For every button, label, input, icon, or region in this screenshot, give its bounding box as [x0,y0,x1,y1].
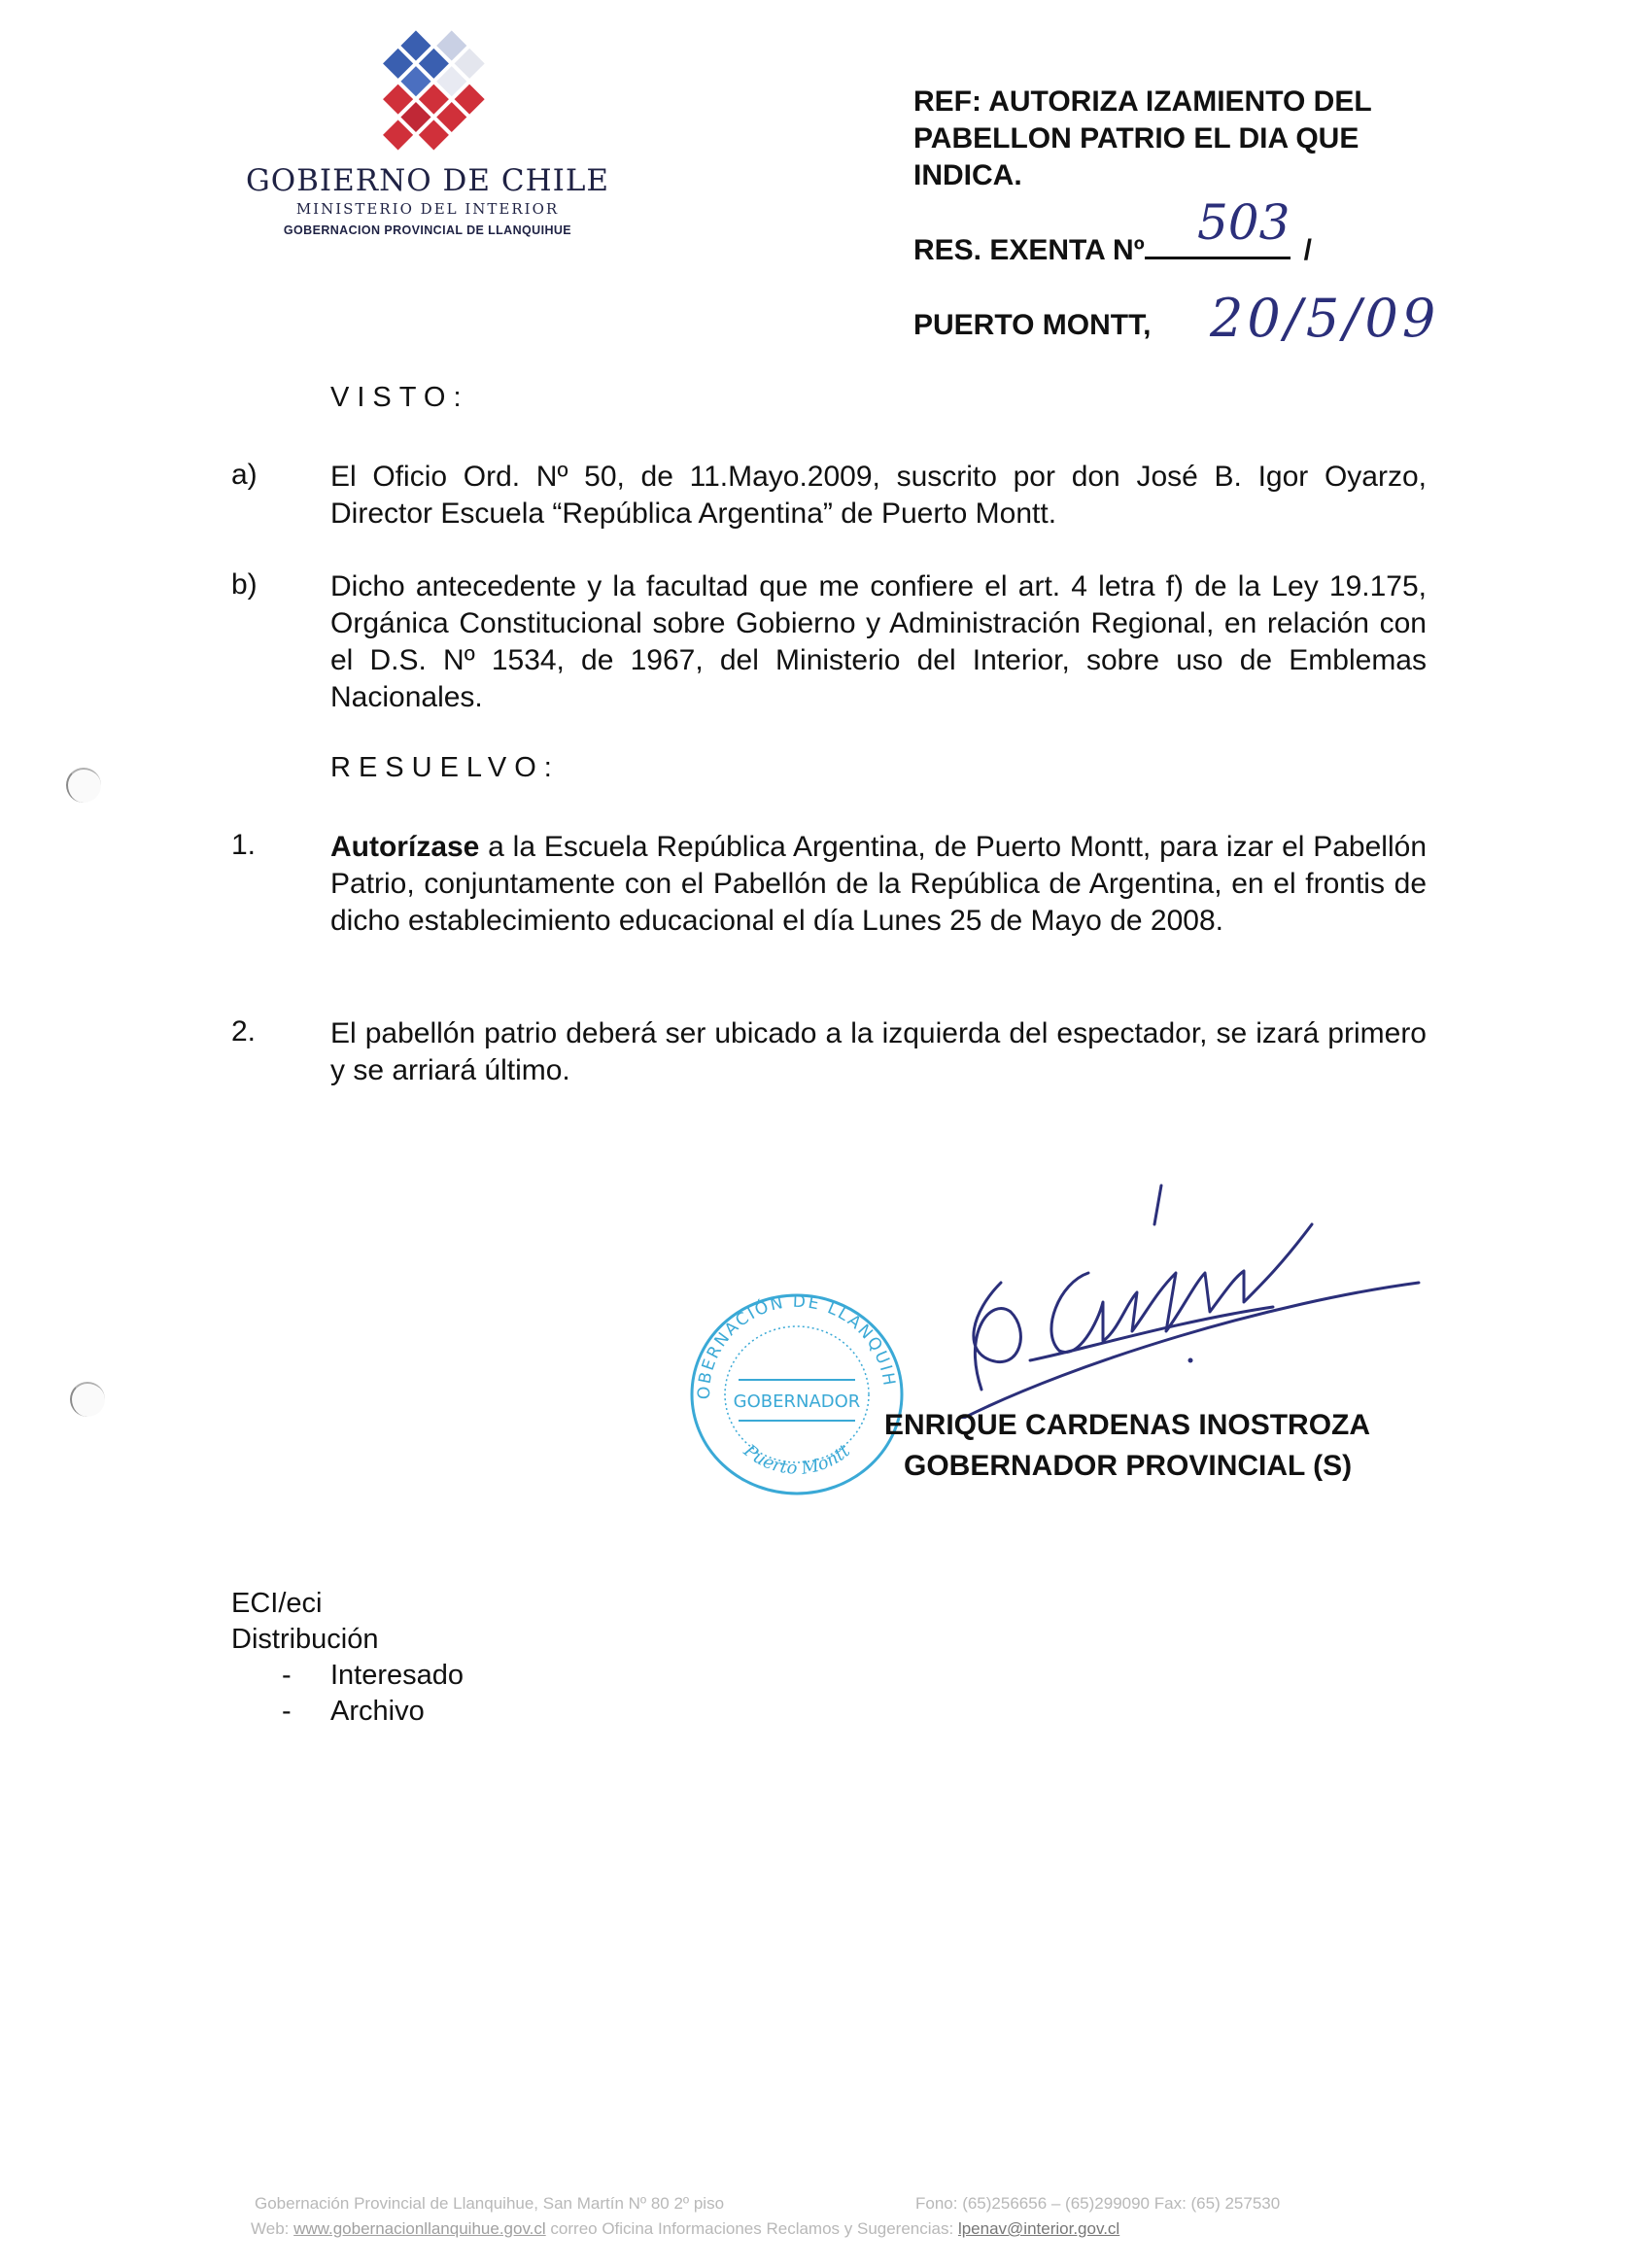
visto-item-b: Dicho antecedente y la facultad que me confiere el art. 4 letra f) de la Ley 19.175, Orgánica Constitucional sobre Gobierno y Administración Regional, en relación con el D.S. Nº 1534, de 1967, del Ministerio del Interior, sobre uso de Emblemas Nacionales. [330,570,1427,713]
signature-scribble-icon [933,1166,1438,1419]
footer-phones: Fono: (65)256656 – (65)299090 Fax: (65) 257530 [915,2194,1281,2213]
visto-heading: VISTO: [330,382,469,413]
signature [933,1166,1438,1419]
resuelvo-item-1 [330,829,1427,940]
punch-hole-bottom [70,1382,105,1417]
org-name: GOBIERNO DE CHILE [245,163,610,198]
flag-diamond-icon [335,19,520,175]
visto-marker-a: a) [231,459,258,491]
resuelvo-item-2 [330,1015,1427,1089]
res-number-handwritten: 503 [1197,194,1291,251]
resuelvo-marker-2: 2. [231,1015,257,1048]
distribution-block [231,1586,464,1730]
footer-web-link[interactable]: www.gobernacionllanquihue.gov.cl [293,2219,546,2238]
distribution-item-label: Archivo [330,1696,425,1727]
resuelvo-item-1-lead: Autorízase [330,831,480,863]
date-handwritten: 20/5/09 [1210,288,1440,349]
province-office: GOBERNACION PROVINCIAL DE LLANQUIHUE [283,223,572,237]
stamp-seal-icon [680,1283,913,1506]
distribution-item: - Interesado [282,1660,465,1691]
footer-email-link[interactable]: lpenav@interior.gov.cl [957,2219,1120,2238]
distribution-item: - Archivo [282,1696,425,1727]
footer-web-label: Web: [251,2219,290,2238]
res-suffix: / [1303,234,1312,266]
res-label: RES. EXENTA Nº [913,234,1145,266]
stamp-ring-text: OBERNACIÓN DE LLANQUIH [694,1291,899,1400]
resuelvo-marker-1: 1. [231,829,257,861]
stamp-center-text: GOBERNADOR [733,1391,861,1412]
footer-line-2 [251,2219,1417,2239]
distribution-label: Distribución [231,1624,379,1655]
resuelvo-item-2-text: El pabellón patrio deberá ser ubicado a la izquierda del espectador, se izará primero y se arriará último. [330,1017,1427,1086]
ref-line-2: PABELLON PATRIO EL DIA QUE [913,122,1359,155]
footer-contact-label: correo Oficina Informaciones Reclamos y Sugerencias: [550,2219,954,2238]
visto-marker-b: b) [231,568,258,601]
ref-line-1: REF: AUTORIZA IZAMIENTO DEL [913,86,1372,118]
government-logo [335,19,520,175]
initials: ECI/eci [231,1588,323,1619]
signer-name: ENRIQUE CARDENAS INOSTROZA [884,1409,1371,1441]
resuelvo-heading: RESUELVO: [330,752,560,783]
stamp-bottom-text: Puerto Montt [740,1440,854,1479]
footer-line-1 [255,2194,1401,2214]
punch-hole-top [66,768,101,803]
place-label: PUERTO MONTT, [913,309,1152,341]
distribution-item-label: Interesado [330,1660,465,1691]
ref-block [913,84,1458,194]
ref-line-3: INDICA. [913,159,1022,191]
official-stamp [680,1283,913,1506]
signer-title: GOBERNADOR PROVINCIAL (S) [904,1450,1353,1482]
visto-item-a: El Oficio Ord. Nº 50, de 11.Mayo.2009, suscrito por don José B. Igor Oyarzo, Director Escuela “República Argentina” de Puerto Montt. [330,461,1427,530]
ministry-name: MINISTERIO DEL INTERIOR [295,200,560,218]
footer-address: Gobernación Provincial de Llanquihue, San Martín Nº 80 2º piso [255,2194,725,2213]
resuelvo-item-1-text: a la Escuela República Argentina, de Puerto Montt, para izar el Pabellón Patrio, conjuntamente con el Pabellón de la República de Argentina, en el frontis de dicho establecimiento educacional el día Lunes 25 de Mayo de 2008. [330,831,1427,937]
signature-block [884,1405,1428,1487]
res-exenta-line [913,231,1458,269]
